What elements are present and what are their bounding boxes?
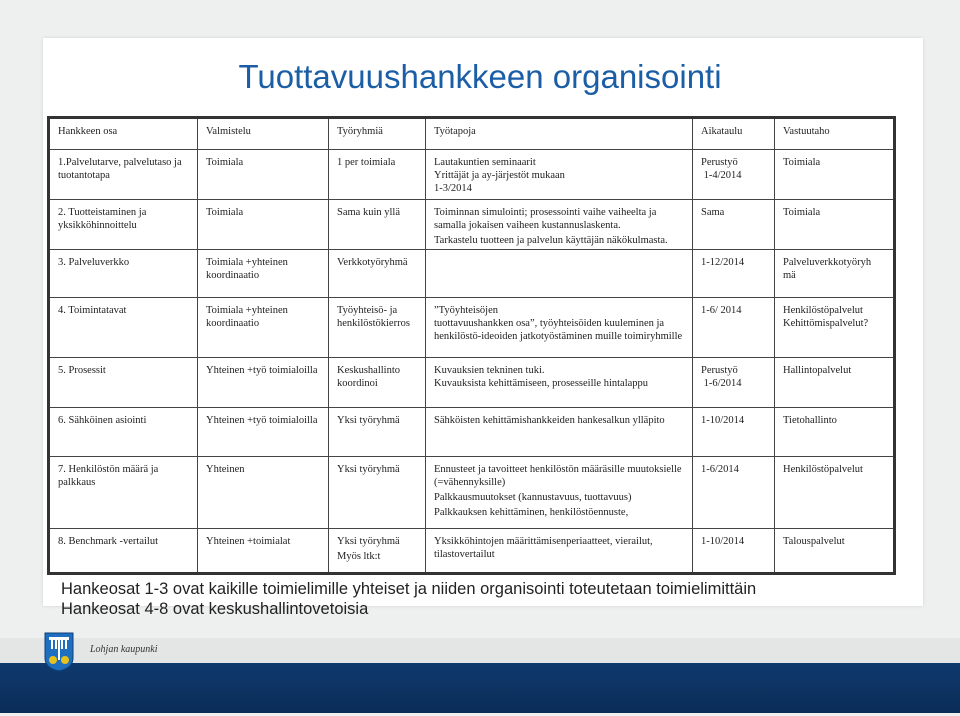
cell-text: Sama kuin yllä: [337, 207, 400, 218]
column-header: Vastuutaho: [775, 118, 895, 150]
cell-text: 1-10/2014: [701, 536, 745, 547]
cell-tyoryhmia: [329, 298, 426, 358]
column-header: Hankkeen osa: [49, 118, 198, 150]
column-header: Työryhmiä: [329, 118, 426, 150]
cell-valmistelu: [198, 250, 329, 298]
cell-text: Talouspalvelut: [783, 536, 845, 547]
table-header-row: [49, 118, 895, 150]
cell-osa: [49, 358, 198, 408]
cell-valmistelu: [198, 529, 329, 574]
cell-aikataulu: [693, 358, 775, 408]
table-row: [49, 529, 895, 574]
cell-tyotapoja: [426, 457, 693, 529]
cell-text: Yksikköhintojen määrittämisenperiaatteet, vierailut, tilastovertailut: [434, 536, 656, 560]
cell-text: 1 per toimiala: [337, 157, 396, 168]
cell-text: Toiminnan simulointi; prosessointi vaihe vaiheelta ja samalla jokaisen vaiheen kustannuslaskenta.: [434, 207, 659, 231]
city-crest-logo: [44, 632, 74, 672]
cell-text: 1-10/2014: [701, 415, 745, 426]
cell-text: Yhteinen +toimialat: [206, 536, 291, 547]
cell-text: Sähköisten kehittämishankkeiden hankesalkun ylläpito: [434, 415, 665, 426]
cell-text: Toimiala: [206, 157, 244, 168]
cell-tyotapoja: [426, 408, 693, 457]
cell-text: Yksi työryhmä: [337, 464, 400, 475]
cell-tyotapoja: [426, 200, 693, 250]
cell-vastuutaho: [775, 457, 895, 529]
cell-vastuutaho: [775, 408, 895, 457]
page-title: Tuottavuushankkeen organisointi: [238, 58, 722, 95]
cell-text: 3. Palveluverkko: [58, 257, 130, 268]
cell-vastuutaho: [775, 200, 895, 250]
cell-text: Kuvauksien tekninen tuki.: [434, 365, 545, 376]
cell-text: Yhteinen +työ toimialoilla: [206, 415, 318, 426]
cell-text: 1-6/2014: [701, 464, 739, 475]
cell-osa: [49, 250, 198, 298]
cell-text: Keskushallinto koordinoi: [337, 365, 403, 389]
cell-text: Yrittäjät ja ay-järjestöt mukaan: [434, 170, 565, 181]
cell-vastuutaho: [775, 250, 895, 298]
cell-text: 1-3/2014: [434, 183, 472, 194]
table-row: [49, 408, 895, 457]
cell-text: 6. Sähköinen asiointi: [58, 415, 147, 426]
cell-aikataulu: [693, 150, 775, 200]
cell-osa: [49, 298, 198, 358]
cell-text: Sama: [701, 207, 725, 218]
cell-text: Palkkausmuutokset (kannustavuus, tuottavuus): [434, 492, 632, 503]
cell-text: Työyhteisö- ja henkilöstökierros: [337, 305, 410, 329]
cell-aikataulu: [693, 250, 775, 298]
cell-vastuutaho: [775, 529, 895, 574]
note-line: Hankeosat 1-3 ovat kaikille toimielimille yhteiset ja niiden organisointi toteutetaan toimielimittäin: [61, 580, 757, 598]
cell-text: Perustyö: [701, 365, 738, 376]
cell-text: Tietohallinto: [783, 415, 837, 426]
cell-text: 5. Prosessit: [58, 365, 106, 376]
cell-text: Myös ltk:t: [337, 551, 381, 562]
city-name: Lohjan kaupunki: [90, 644, 158, 655]
cell-osa: [49, 529, 198, 574]
cell-text: 4. Toimintatavat: [58, 305, 127, 316]
cell-osa: [49, 150, 198, 200]
cell-tyoryhmia: [329, 358, 426, 408]
cell-text: Yhteinen: [206, 464, 245, 475]
cell-tyotapoja: [426, 250, 693, 298]
cell-text: Kuvauksista kehittämiseen, prosesseille hintalappu: [434, 378, 649, 389]
cell-text: Henkilöstöpalvelut: [783, 464, 863, 475]
cell-text: Ennusteet ja tavoitteet henkilöstön määräsille muutoksielle (=vähennyksille): [434, 464, 685, 488]
column-header: Aikataulu: [693, 118, 775, 150]
cell-aikataulu: [693, 529, 775, 574]
cell-vastuutaho: [775, 358, 895, 408]
cell-text: 7. Henkilöstön määrä ja palkkaus: [58, 464, 161, 488]
cell-text: 8. Benchmark -vertailut: [58, 536, 159, 547]
notes: [61, 579, 756, 619]
cell-tyoryhmia: [329, 150, 426, 200]
cell-text: 2. Tuotteistaminen ja yksikköhinnoittelu: [58, 207, 150, 231]
cell-text: 1-6/ 2014: [701, 305, 742, 316]
note-line: Hankeosat 4-8 ovat keskushallintovetoisia: [61, 600, 369, 618]
cell-vastuutaho: [775, 150, 895, 200]
cell-text: 1-4/2014: [701, 170, 742, 181]
cell-aikataulu: [693, 457, 775, 529]
cell-text: Tarkastelu tuotteen ja palvelun käyttäjän näkökulmasta.: [434, 235, 668, 246]
cell-text: Yksi työryhmä: [337, 415, 400, 426]
cell-osa: [49, 457, 198, 529]
cell-aikataulu: [693, 200, 775, 250]
cell-text: tuottavuushankken osa”, työyhteisöiden kuuleminen ja henkilöstö-ideoiden jatkotyöstäminen muille toimiryhmille: [434, 318, 683, 342]
project-table: [47, 116, 896, 575]
cell-valmistelu: [198, 200, 329, 250]
footer-navy-band: [0, 663, 960, 713]
cell-text: ”Työyhteisöjen: [434, 305, 498, 316]
table-row: [49, 250, 895, 298]
cell-text: Lautakuntien seminaarit: [434, 157, 536, 168]
table-row: [49, 358, 895, 408]
cell-text: Toimiala +yhteinen koordinaatio: [206, 257, 291, 281]
cell-text: Toimiala: [783, 207, 821, 218]
cell-text: Yhteinen +työ toimialoilla: [206, 365, 318, 376]
cell-text: Kehittömispalvelut?: [783, 318, 869, 329]
cell-text: 1-12/2014: [701, 257, 745, 268]
column-header: Työtapoja: [426, 118, 693, 150]
cell-valmistelu: [198, 408, 329, 457]
cell-text: Toimiala +yhteinen koordinaatio: [206, 305, 291, 329]
cell-text: Verkkotyöryhmä: [337, 257, 408, 268]
cell-tyotapoja: [426, 529, 693, 574]
cell-text: Palveluverkkotyöryh mä: [783, 257, 874, 281]
cell-tyotapoja: [426, 358, 693, 408]
cell-text: Henkilöstöpalvelut: [783, 305, 863, 316]
cell-aikataulu: [693, 298, 775, 358]
cell-osa: [49, 408, 198, 457]
cell-valmistelu: [198, 150, 329, 200]
cell-tyoryhmia: [329, 200, 426, 250]
table-row: [49, 200, 895, 250]
cell-osa: [49, 200, 198, 250]
table-row: [49, 457, 895, 529]
cell-text: Yksi työryhmä: [337, 536, 400, 547]
cell-tyoryhmia: [329, 250, 426, 298]
column-header: Valmistelu: [198, 118, 329, 150]
cell-vastuutaho: [775, 298, 895, 358]
cell-text: Hallintopalvelut: [783, 365, 852, 376]
cell-text: Toimiala: [783, 157, 821, 168]
cell-text: Toimiala: [206, 207, 244, 218]
cell-text: Perustyö: [701, 157, 738, 168]
cell-tyoryhmia: [329, 529, 426, 574]
cell-valmistelu: [198, 358, 329, 408]
table-row: [49, 298, 895, 358]
table-row: [49, 150, 895, 200]
cell-tyotapoja: [426, 150, 693, 200]
cell-aikataulu: [693, 408, 775, 457]
cell-tyoryhmia: [329, 408, 426, 457]
cell-text: Palkkauksen kehittäminen, henkilöstöennuste,: [434, 507, 629, 518]
cell-text: 1-6/2014: [701, 378, 742, 389]
cell-valmistelu: [198, 298, 329, 358]
cell-valmistelu: [198, 457, 329, 529]
cell-tyotapoja: [426, 298, 693, 358]
cell-text: 1.Palvelutarve, palvelutaso ja tuotantotapa: [58, 157, 185, 181]
cell-tyoryhmia: [329, 457, 426, 529]
